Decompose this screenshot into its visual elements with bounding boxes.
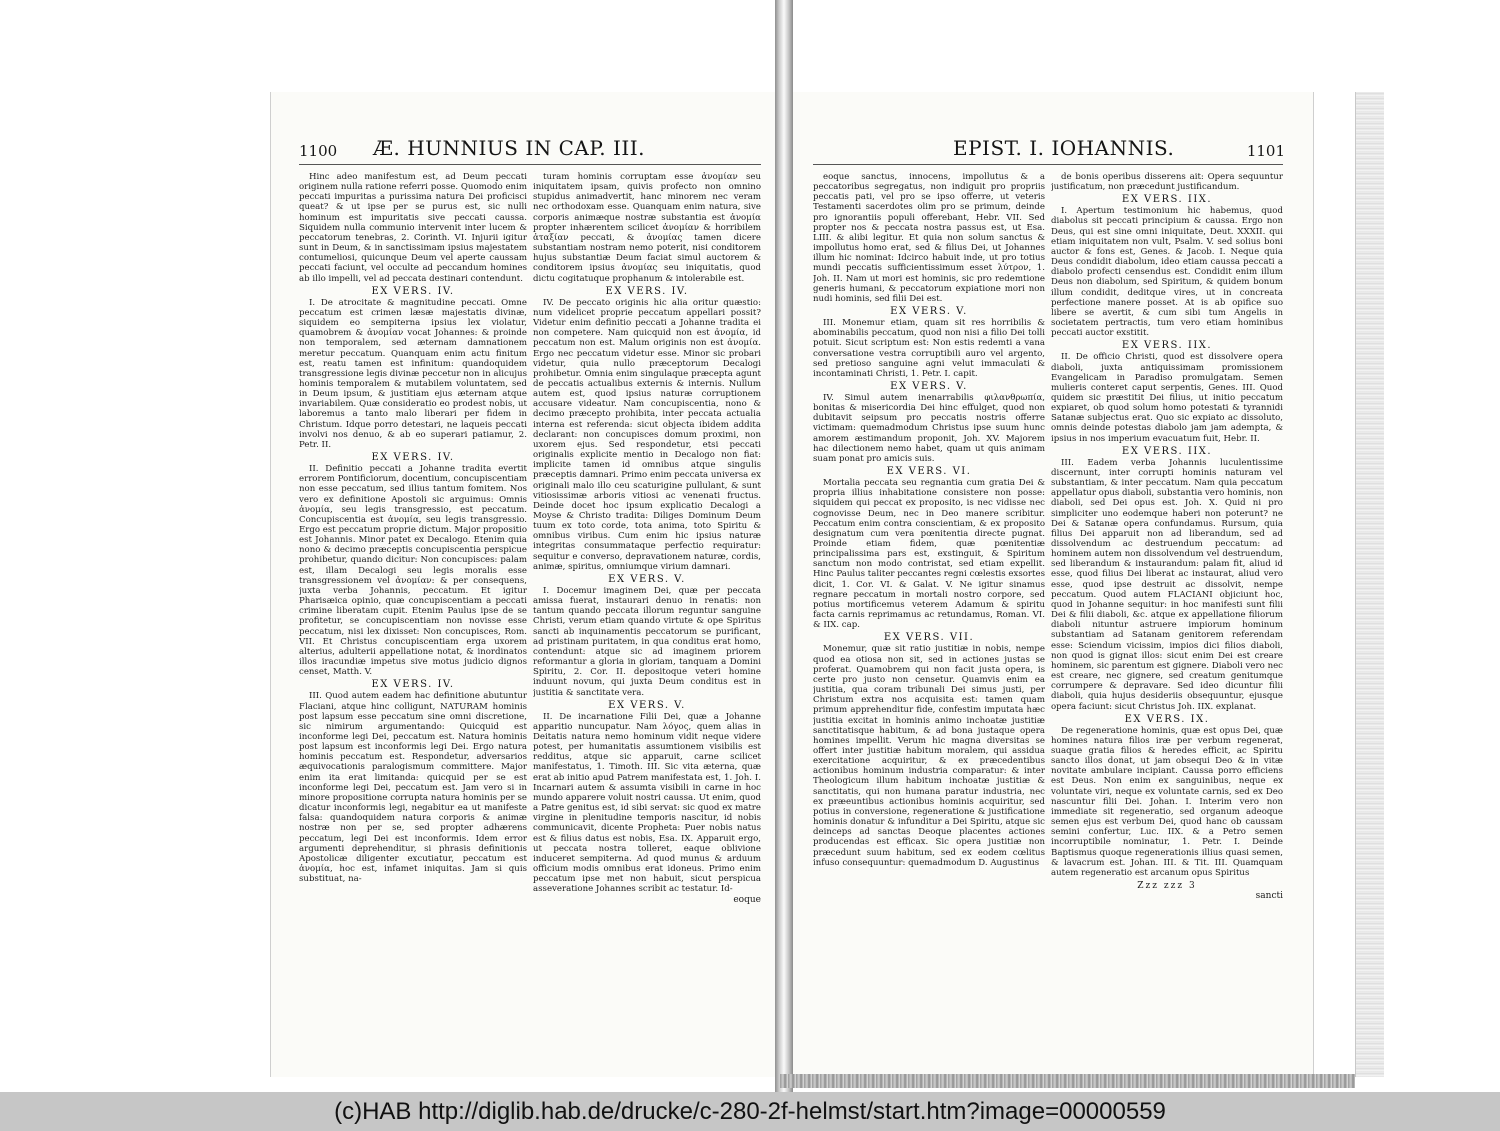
text-column-right bbox=[533, 172, 761, 1067]
page-edge bbox=[1355, 92, 1384, 1077]
paragraph: I. De atrocitate & magnitudine peccati. Omne peccatum est crimen læsæ majestatis divinæ, siquidem eo sempiterna ipsius lex violatur, quamobrem & ἀνομίαν vocat Johannes: & proinde non temporalem, sed æternam damnationem meretur peccatum. Quanquam enim actu finitum est, reatu tamen est infinitum: quandoquidem transgressione legis divinæ peccetur non in alicujus hominis temporalem & mutabilem voluntatem, sed in Deum ipsum, & justitiam ejus æternam atque invariabilem. Quæ consideratio eo prodest nobis, ut laboremus a tanto malo liberari per fidem in Christum. Idque porro detestari, ne laqueis peccati involvi nos denuo, & ab eo superari patiamur, 2. Petr. II. bbox=[299, 297, 527, 450]
paragraph: III. Quod autem eadem hac definitione abutuntur Flaciani, atque hinc colligunt, NATURAM hominis post lapsum esse peccatum sine omni discretione, sic nimirum argumentando: Quicquid est inconforme legi Dei, peccatum est. Natura hominis post lapsum est inconformis legi Dei. Ergo natura hominis peccatum est. Respondetur, adversarios æquivocationis paralogismum committere. Major enim ita erat limitanda: quicquid per se est inconforme legi Dei, peccatum est. Jam vero si in minore propositione corrupta natura hominis per se dicatur inconformis legi, negabitur ea ut manifeste falsa: quandoquidem natura corporis & animæ nostræ non per se, sed propter adhærens peccatum, legi Dei est inconformis. Idem error argumenti deprehenditur, si phrasis definitionis Apostolicæ diligenter excutiatur, peccatum est ἀνομία, hoc est, infamet iniquitas. Jam si quis substituat, na- bbox=[299, 691, 527, 885]
paragraph: I. Docemur imaginem Dei, quæ per peccata amissa fuerat, instaurari denuo in renatis: non tantum quando peccata illorum reguntur sanguine Christi, verum etiam quando virtute & ope Spiritus sancti ab inquinamentis peccatorum se purificant, ad pristinam puritatem, in qua conditus erat homo, contendunt: atque sic ad imaginem priorem reformantur a gloria in gloriam, tanquam a Domini Spiritu, 2. Cor. II. depositoque veteri homine induunt novum, qui juxta Deum conditus est in justitia & sanctitate vera. bbox=[533, 585, 761, 698]
source-caption-bar bbox=[0, 1092, 1500, 1131]
text-column-left bbox=[299, 172, 527, 1067]
paragraph: III. Eadem verba Johannis luculentissime discernunt, inter corrupti hominis naturam vel substantiam, & inter peccatum. Nam quia peccatum appellatur opus diaboli, substantia vero hominis, non diaboli, sed Dei opus est. Joh. X. Quid ni pro simpliciter uno eodemque haberi non poterunt? ne Dei & Satanæ opera confundamus. Rursum, quia filius Dei apparuit non ad liberandum, sed ad dissolvendum ac destruendum peccatum: ad hominem autem non dissolvendum vel destruendum, sed liberandum & instaurandum: palam fit, aliud id esse, quod filius Dei liberat ac instaurat, aliud vero esse, quod ipse destruit ac dissolvit, nempe peccatum. Quod autem FLACIANI objiciunt hoc, quod in Johanne sequitur: in hoc manifesti sunt filii Dei & filii diaboli, &c. atque ex appellatione filiorum diaboli nituntur astruere impiorum hominum substantiam ad Satanam genitorem referendam esse: Sciendum vicissim, impios dici filios diaboli, non quod is gignat illos: sicut enim Dei est creare hominem, sic parentum est gignere. Diaboli vero nec est creare, nec gignere, sed creatum genitumque corrumpere & depravare. Sed ideo dicuntur filii diaboli, quia hujus desideriis obsequuntur, ejusque opera faciunt: sicut Christus Joh. IIX. explanat. bbox=[1051, 457, 1283, 712]
paragraph: Monemur, quæ sit ratio justitiæ in nobis, nempe quod ea otiosa non sit, sed in actiones justas se proferat. Quamobrem qui non facit justa opera, is certe pro justo non censetur. Quamvis enim ea justitia, qua coram tribunali Dei simus justi, per Christum extra nos acquisita est: tamen quam primum apprehenditur fide, confestim imputata hæc justitia excitat in hominis animo inchoatæ justitiæ sanctitatisque habitum, & ad bona justaque opera homines impellit. Verum hic magna diversitas se offert inter justitiæ habitum moralem, qui assidua exercitatione acquiritur, & ex præcedentibus actionibus hominum industria comparatur: & inter Theologicum illum habitum inchoatæ justitiæ & sanctitatis, qui non humana paratur industria, nec ex præeuntibus actionibus hominis acquiritur, sed potius in conversione, regeneratione & justificatione hominis donatur & infunditur a Dei Spiritu, atque sic deinceps ad sanctas Deoque placentes actiones producendas est efficax. Sic opera justitiæ non præcedunt suum habitum, sed ex eodem cœlitus infuso consequuntur: quemadmodum D. Augustinus bbox=[813, 644, 1045, 868]
catchword: sancti bbox=[1255, 891, 1283, 902]
signature-mark: Zzz zzz 3 bbox=[1137, 881, 1197, 891]
section-heading: EX VERS. V. bbox=[890, 306, 968, 318]
paragraph: eoque sanctus, innocens, impollutus & a peccatoribus segregatus, non indiguit pro propriis peccatis pati, vel pro se ipso offerre, ut veteris Testamenti sacerdotes olim pro se primum, deinde pro ignorantiis populi offerebant, Hebr. VII. Sed propter nos & peccata nostra passus est, ut Esa. LIII. & alibi legitur. Et quia non solum sanctus & impollutus homo erat, sed & filius Dei, ut Johannes illum hic nominat: Idcirco habuit inde, ut pro totius mundi peccatis sufficientissimum esset λύτρον, 1. Joh. II. Nam ut mori est hominis, sic pro redemtione generis humani, & peccatorum expiatione mori non nudi hominis, sed filii Dei est. bbox=[813, 172, 1045, 304]
section-heading: EX VERS. IIX. bbox=[1121, 340, 1213, 352]
right-page bbox=[793, 92, 1314, 1077]
section-heading: EX VERS. IIX. bbox=[1121, 445, 1213, 457]
section-heading: EX VERS. IIX. bbox=[1121, 194, 1213, 206]
section-heading: EX VERS. VI. bbox=[886, 466, 972, 478]
book-gutter bbox=[775, 0, 793, 1092]
page-number: 1101 bbox=[1246, 142, 1285, 160]
paragraph: IV. Simul autem inenarrabilis φιλανθρωπία, bonitas & misericordia Dei hinc effulget, quod non dubitavit seipsum pro peccatis nostris offerre victimam: quemadmodum Christus ipse suum hunc amorem æstimandum proponit, Joh. XV. Majorem hac dilectionem nemo habet, quam ut quis animam suam ponat pro amicis suis. bbox=[813, 392, 1045, 464]
paragraph: Mortalia peccata seu regnantia cum gratia Dei & propria illius inhabitatione consistere non posse: siquidem qui peccat ex proposito, is nec vidisse nec cognovisse Deum, nec in Deo manere scribitur. Peccatum enim contra conscientiam, & ex proposito designatum cum vera pœnitentia directe pugnat. Proinde etiam fidem, quæ pœnitentiæ principalissima pars est, exstinguit, & Spiritum sanctum non modo contristat, sed etiam expellit. Hinc Paulus taliter peccantes regni cœlestis exsortes dicit, 1. Cor. VI. & Galat. V. Ne igitur sinamus regnare peccatum in mortali nostro corpore, sed potius mortificemus veterem Adamum & spiritu facta carnis reprimamus ac retundamus, Roman. VI. & IIX. cap. bbox=[813, 478, 1045, 631]
catchword: eoque bbox=[733, 895, 761, 906]
running-head: EPIST. I. IOHANNIS. bbox=[953, 136, 1175, 160]
paragraph: IV. De peccato originis hic alia oritur quæstio: num videlicet proprie peccatum appellari possit? Videtur enim definitio peccati a Johanne tradita ei non competere. Nam quicquid non est ἀνομία, id peccatum non est. Malum originis non est ἀνομία. Ergo nec peccatum videtur esse. Minor sic probari videtur, quia nullo præceptorum Decalogi prohibetur. Omnia enim singulaque præcepta agunt de peccatis actualibus externis & internis. Nullum autem est, quod ipsius naturæ corruptionem accusare videatur. Nam concupiscentia, nono & decimo præcepto prohibita, inter peccata actualia interna est referenda: sicut objecta ibidem addita declarant: non concupisces domum proximi, non uxorem ejus. Sed respondetur, etsi peccati originalis explicite mentio in Decalogo non fiat: implicite tamen id omnibus atque singulis præceptis damnari. Primo enim peccata universa ex originali malo illo ceu scaturigine pullulant, & sunt vitiosissimæ arboris vitiosi ac venenati fructus. Deinde docet hoc ipsum explicatio Decalogi a Moyse & Christo tradita: Diliges Dominum Deum tuum ex toto corde, tota anima, toto Spiritu & omnibus viribus. Cum enim hic ipsius naturæ integritas consummataque perfectio requiratur: sequitur e converso, depravationem naturæ, cordis, animæ, spiritus, omniumque virium damnari. bbox=[533, 297, 761, 572]
paragraph: II. Definitio peccati a Johanne tradita evertit errorem Pontificiorum, docentium, concupiscentiam non esse peccatum, sed illius tantum fomitem. Nos vero ex definitione Apostoli sic arguimus: Omnis ἀνομία, seu legis transgressio, est peccatum. Concupiscentia est ἀνομία, seu legis transgressio. Ergo est peccatum proprie dictum. Major propositio est Johannis. Minor patet ex Decalogo. Etenim quia nono & decimo præceptis concupiscentia perspicue prohibetur, quando dicitur: Non concupisces: palam est, illam Decalogi seu legis moralis esse transgressionem vel ἀνομίαν: & per consequens, juxta verba Johannis, peccatum. Et igitur Pharisæica opinio, quæ concupiscentiam a peccati crimine liberatam cupit. Etenim Paulus ipse de se profitetur, se concupiscentiam non novisse esse peccatum, nisi lex dixisset: Non concupisces, Rom. VII. Et Christus concupiscentiam erga uxorem alterius, adulterii appellatione notat, & inordinatos illos iracundiæ impetus sive motus judicio dignos censet, Matth. V. bbox=[299, 464, 527, 678]
paragraph: Hinc adeo manifestum est, ad Deum peccati originem nulla ratione referri posse. Quomodo enim peccati impuritas a purissima natura Dei proficisci queat? & ut ipse per se purus est, sic nulli hominum est impuritatis sive peccati caussa. Siquidem nulla communio intervenit inter lucem & peccatorum tenebras, 2. Corinth. VI. Injurii igitur sunt in Deum, & in sanctissimam ipsius majestatem contumeliosi, quicunque Deum vel aperte caussam peccati faciunt, vel occulte ad peccandum homines ab illo impelli, vel ad peccata destinari contendunt. bbox=[299, 172, 527, 284]
paragraph: II. De officio Christi, quod est dissolvere opera diaboli, juxta antiquissimam promissionem Evangelicam in Paradiso promulgatam. Semen mulieris conteret caput serpentis, Genes. III. Quod quidem sic præstitit Dei filius, ut initio peccatum expiaret, ob quod solum homo potestati & tyrannidi Satanæ subjectus erat. Quo sic expiato ac dissoluto, omnis deinde potestas diabolo jam jam adempta, & ipsius in nos imperium evacuatum fuit, Hebr. II. bbox=[1051, 352, 1283, 444]
head-rule bbox=[813, 164, 1283, 165]
paragraph: II. De incarnatione Filii Dei, quæ a Johanne apparitio nuncupatur. Nam λόγος, quem alias in Deitatis natura nemo hominum vidit neque videre potest, per humanitatis assumtionem visibilis est redditus, atque sic apparuit, carne scilicet manifestatus, 1. Timoth. III. Sic vita æterna, quæ erat ab initio apud Patrem manifestata est, 1. Joh. I. Incarnari autem & assumta visibili in carne in hoc mundo apparere voluit nostri caussa. Ut enim, quod a Patre genitus est, id sibi servat: sic quod ex matre virgine in plenitudine temporis nascitur, id nobis communicavit, dicente Propheta: Puer nobis natus est & filius datus est nobis, Esa. IX. Apparuit ergo, ut peccata nostra tolleret, eaque oblivione induceret sempiterna. Ad quod munus & arduum officium modis omnibus erat idoneus. Primo enim peccatum ipse met non habuit, sicut perspicua asseveratione Johannes scribit ac testatur. Id- bbox=[533, 711, 761, 895]
section-heading: EX VERS. IV. bbox=[371, 679, 455, 691]
paragraph: I. Apertum testimonium hic habemus, quod diabolus sit peccati principium & caussa. Ergo non Deus, qui est sine omni iniquitate, Deut. XXXII. qui etiam iniquitatem non vult, Psalm. V. sed solius boni auctor & fons est, Genes. & Jacob. I. Neque quia Deus condidit diabolum, ideo etiam caussa peccati a diabolo profecti censendus est. Condidit enim illum Deus non diabolum, sed Spiritum, & quidem bonum illum condidit, deditque vires, ut in concreata perfectione manere posset. At is ab opifice suo libere se avertit, & cum sibi tum Angelis in societatem pertractis, tum vero etiam hominibus peccati auctor exstitit. bbox=[1051, 206, 1283, 339]
paragraph: turam hominis corruptam esse ἀνομίαν seu iniquitatem ipsam, quivis profecto non omnino stupidus animadvertit, hanc minorem nec veram nec orthodoxam esse. Quanquam enim natura, sive corporis animæque nostræ substantia est ἀνομία propter inhærentem scilicet ἀνομίαν & horribilem ἀταξίαν peccati, & ἀνομίας tamen dicere substantiam nostram nemo poterit, nisi conditorem hujus substantiæ Deum faciat simul auctorem & conditorem ipsius ἀνομίας seu iniquitatis, quod dictu cogitatuque prophanum & intolerabile est. bbox=[533, 172, 761, 284]
section-heading: EX VERS. V. bbox=[890, 380, 968, 392]
text-column-left bbox=[813, 172, 1045, 1067]
paragraph: de bonis operibus disserens ait: Opera sequuntur justificatum, non præcedunt justificandum. bbox=[1051, 172, 1283, 193]
left-page bbox=[270, 92, 776, 1077]
section-heading: EX VERS. VII. bbox=[883, 632, 975, 644]
section-heading: EX VERS. IV. bbox=[371, 452, 455, 464]
section-heading: EX VERS. IV. bbox=[605, 285, 689, 297]
page-number: 1100 bbox=[299, 142, 338, 160]
text-column-right bbox=[1051, 172, 1283, 1067]
page-edge-bottom bbox=[780, 1074, 1355, 1088]
section-heading: EX VERS. IV. bbox=[371, 285, 455, 297]
paragraph: III. Monemur etiam, quam sit res horribilis & abominabilis peccatum, quod non nisi a filio Dei tolli potuit. Sicut scriptum est: Non estis redemti a vana conversatione vestra corruptibili auro vel argento, sed pretioso sanguine agni velut immaculati & incontaminati Christi, 1. Petr. I. capit. bbox=[813, 318, 1045, 379]
section-heading: EX VERS. V. bbox=[608, 573, 686, 585]
section-heading: EX VERS. IX. bbox=[1124, 713, 1210, 725]
running-head: Æ. HUNNIUS IN CAP. III. bbox=[373, 136, 646, 160]
paragraph: De regeneratione hominis, quæ est opus Dei, quæ homines natura filios iræ per verbum regenerat, suaque gratia filios & heredes efficit, ac Spiritu sancto illos donat, ut jam obsequi Deo & in vitæ novitate ambulare incipiant. Caussa porro efficiens est Deus. Non enim ex sanguinibus, neque ex voluntate viri, neque ex voluntate carnis, sed ex Deo nascuntur filii Dei. Johan. I. Interim vero non immediate sit regeneratio, sed organum adeoque semen ejus est verbum Dei, quod hanc ob caussam semini confertur, Luc. IIX. & a Petro semen incorruptibile nominatur, 1. Petr. I. Deinde Baptismus quoque regenerationis illius quasi semen, & lavacrum est. Johan. III. & Tit. III. Quamquam autem regeneratio est arcanum opus Spiritus bbox=[1051, 725, 1283, 878]
source-caption: (c)HAB http://diglib.hab.de/drucke/c-280-2f-helmst/start.htm?image=00000559 bbox=[334, 1097, 1166, 1125]
section-heading: EX VERS. V. bbox=[608, 699, 686, 711]
head-rule bbox=[299, 164, 761, 165]
